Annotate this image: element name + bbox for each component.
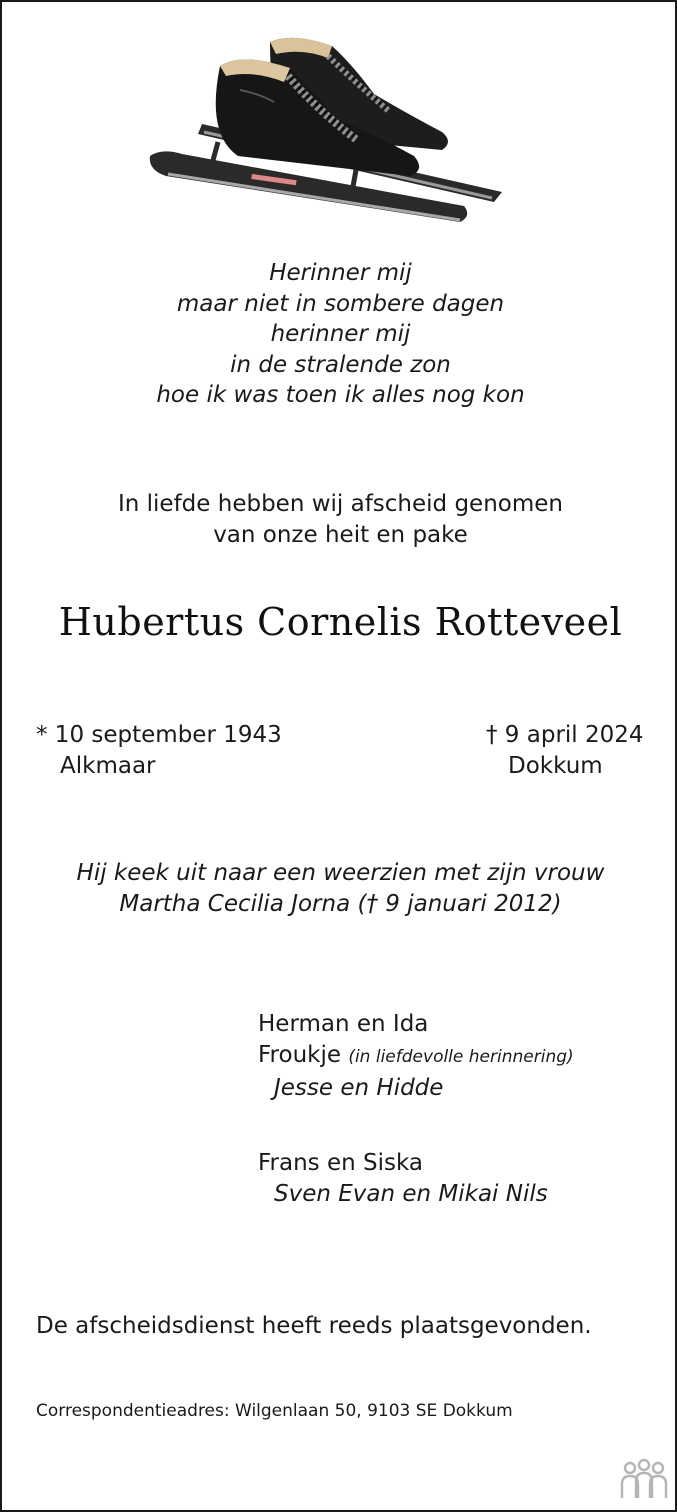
intro-line: In liefde hebben wij afscheid genomen [117, 491, 563, 517]
poem-line: maar niet in sombere dagen [176, 290, 505, 317]
family-group [258, 1009, 574, 1104]
spouse-line: Hij keek uit naar een weerzien met zijn vrouw [76, 860, 605, 886]
family-member [258, 1040, 574, 1073]
family-member: Herman en Ida [258, 1011, 429, 1037]
birth-date: * 10 september 1943 [36, 722, 282, 748]
birth-info [36, 720, 282, 782]
grandchildren: Jesse en Hidde [274, 1075, 444, 1101]
grandchildren: Sven Evan en Mikai Nils [274, 1181, 548, 1207]
death-date: † 9 april 2024 [486, 722, 644, 748]
people-group-icon [619, 1458, 669, 1500]
spouse-text [2, 858, 677, 920]
poem-line: hoe ik was toen ik alles nog kon [156, 382, 525, 408]
family-member: Frans en Siska [258, 1150, 423, 1176]
correspondence-address: Correspondentieadres: Wilgenlaan 50, 9103 SE Dokkum [36, 1401, 513, 1421]
family-member-name: Froukje [258, 1042, 342, 1068]
intro-text [2, 489, 677, 550]
deceased-name: Hubertus Cornelis Rotteveel [58, 600, 623, 644]
birth-place: Alkmaar [60, 753, 156, 779]
poem [2, 258, 677, 411]
death-info [486, 720, 644, 782]
poem-line: in de stralende zon [230, 351, 451, 378]
poem-line: Herinner mij [269, 260, 412, 286]
service-notice: De afscheidsdienst heeft reeds plaatsgevonden. [36, 1313, 592, 1339]
remembrance-note: (in liefdevolle herinnering) [348, 1047, 574, 1067]
death-place: Dokkum [508, 753, 603, 779]
family-group [258, 1148, 548, 1210]
speed-skates-icon [142, 24, 507, 234]
poem-line: herinner mij [270, 321, 411, 347]
intro-line: van onze heit en pake [213, 521, 468, 548]
spouse-line: Martha Cecilia Jorna († 9 januari 2012) [119, 891, 562, 917]
